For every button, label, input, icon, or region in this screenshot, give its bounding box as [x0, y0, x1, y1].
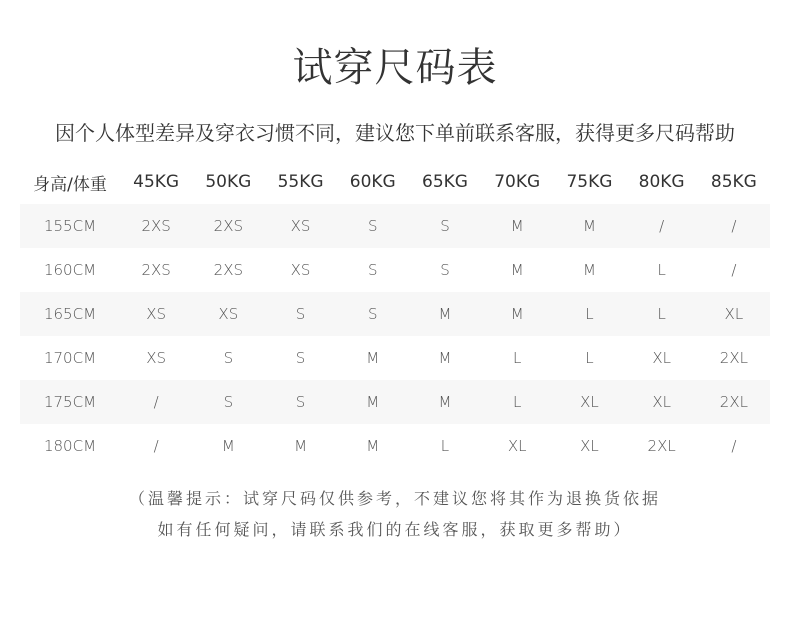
size-cell: M — [438, 349, 452, 367]
header-row — [20, 160, 770, 204]
size-cell: / — [153, 437, 159, 455]
size-cell: XS — [290, 261, 311, 279]
size-chart-body — [20, 204, 770, 468]
size-cell: S — [264, 380, 336, 424]
size-cell: S — [223, 349, 234, 367]
size-cell: S — [337, 292, 409, 336]
size-cell: S — [192, 380, 264, 424]
size-cell: XS — [264, 204, 336, 248]
weight-header: 45KG — [133, 172, 180, 192]
size-cell: XS — [120, 292, 192, 336]
size-cell: S — [409, 204, 481, 248]
table-row — [20, 380, 770, 424]
weight-header: 80KG — [638, 172, 685, 192]
page-title: 试穿尺码表 — [292, 45, 498, 91]
size-cell: M — [481, 204, 553, 248]
size-cell: XL — [507, 437, 527, 455]
size-cell: M — [510, 261, 524, 279]
size-cell: 2XL — [719, 349, 748, 367]
weight-header: 85KG — [710, 172, 757, 192]
size-cell: L — [657, 261, 666, 279]
size-cell: L — [513, 349, 522, 367]
size-cell: L — [440, 437, 450, 455]
size-cell: XS — [192, 292, 264, 336]
table-row — [20, 424, 770, 468]
height-cell: 160CM — [43, 261, 97, 279]
size-cell: M — [582, 261, 596, 279]
weight-header: 65KG — [422, 172, 468, 192]
height-cell: 155CM — [20, 204, 120, 248]
weight-header: 75KG — [566, 172, 613, 192]
size-cell: M — [337, 380, 409, 424]
size-cell: / — [698, 204, 770, 248]
weight-header: 70KG — [494, 172, 541, 192]
size-chart-table — [20, 160, 770, 468]
size-cell: XS — [146, 349, 167, 367]
weight-header: 50KG — [205, 172, 252, 192]
height-cell: 170CM — [43, 349, 97, 367]
size-cell: M — [294, 437, 308, 455]
size-cell: M — [366, 437, 380, 455]
size-cell: M — [481, 292, 553, 336]
size-cell: M — [221, 437, 235, 455]
size-cell: M — [553, 204, 625, 248]
size-chart-header — [20, 160, 770, 204]
size-cell: XL — [652, 349, 671, 367]
size-cell: L — [626, 292, 698, 336]
size-cell: XL — [580, 437, 599, 455]
size-cell: M — [366, 349, 380, 367]
size-cell: S — [440, 261, 450, 279]
size-cell: 2XS — [120, 204, 192, 248]
size-cell: L — [481, 380, 553, 424]
size-cell: / — [120, 380, 192, 424]
height-cell: 180CM — [43, 437, 97, 455]
size-cell: XL — [698, 292, 770, 336]
size-cell: / — [731, 261, 737, 279]
table-row — [20, 292, 770, 336]
weight-header: 60KG — [349, 172, 396, 192]
size-cell: M — [409, 292, 481, 336]
size-cell: L — [585, 349, 594, 367]
height-cell: 175CM — [20, 380, 120, 424]
size-cell: S — [264, 292, 336, 336]
tip-note-line-2: 如有任何疑问，请联系我们的在线客服，获取更多帮助） — [157, 520, 633, 539]
size-cell: / — [731, 437, 737, 455]
size-cell: 2XL — [647, 437, 676, 455]
height-cell: 165CM — [20, 292, 120, 336]
table-row — [20, 248, 770, 292]
size-cell: S — [295, 349, 306, 367]
corner-header: 身高/体重 — [33, 174, 107, 195]
size-cell: L — [553, 292, 625, 336]
size-cell: XL — [553, 380, 625, 424]
size-cell: S — [337, 204, 409, 248]
size-cell: XL — [626, 380, 698, 424]
table-row — [20, 204, 770, 248]
size-cell: 2XS — [192, 204, 264, 248]
weight-header: 55KG — [277, 172, 324, 192]
size-cell: M — [409, 380, 481, 424]
size-cell: 2XS — [141, 261, 171, 279]
table-row — [20, 336, 770, 380]
size-cell: 2XS — [213, 261, 243, 279]
size-cell: / — [626, 204, 698, 248]
page-subtitle: 因个人体型差异及穿衣习惯不同，建议您下单前联系客服，获得更多尺码帮助 — [55, 121, 735, 145]
size-cell: S — [368, 261, 378, 279]
tip-note-line-1: （温馨提示：试穿尺码仅供参考，不建议您将其作为退换货依据 — [128, 489, 661, 508]
size-cell: 2XL — [698, 380, 770, 424]
